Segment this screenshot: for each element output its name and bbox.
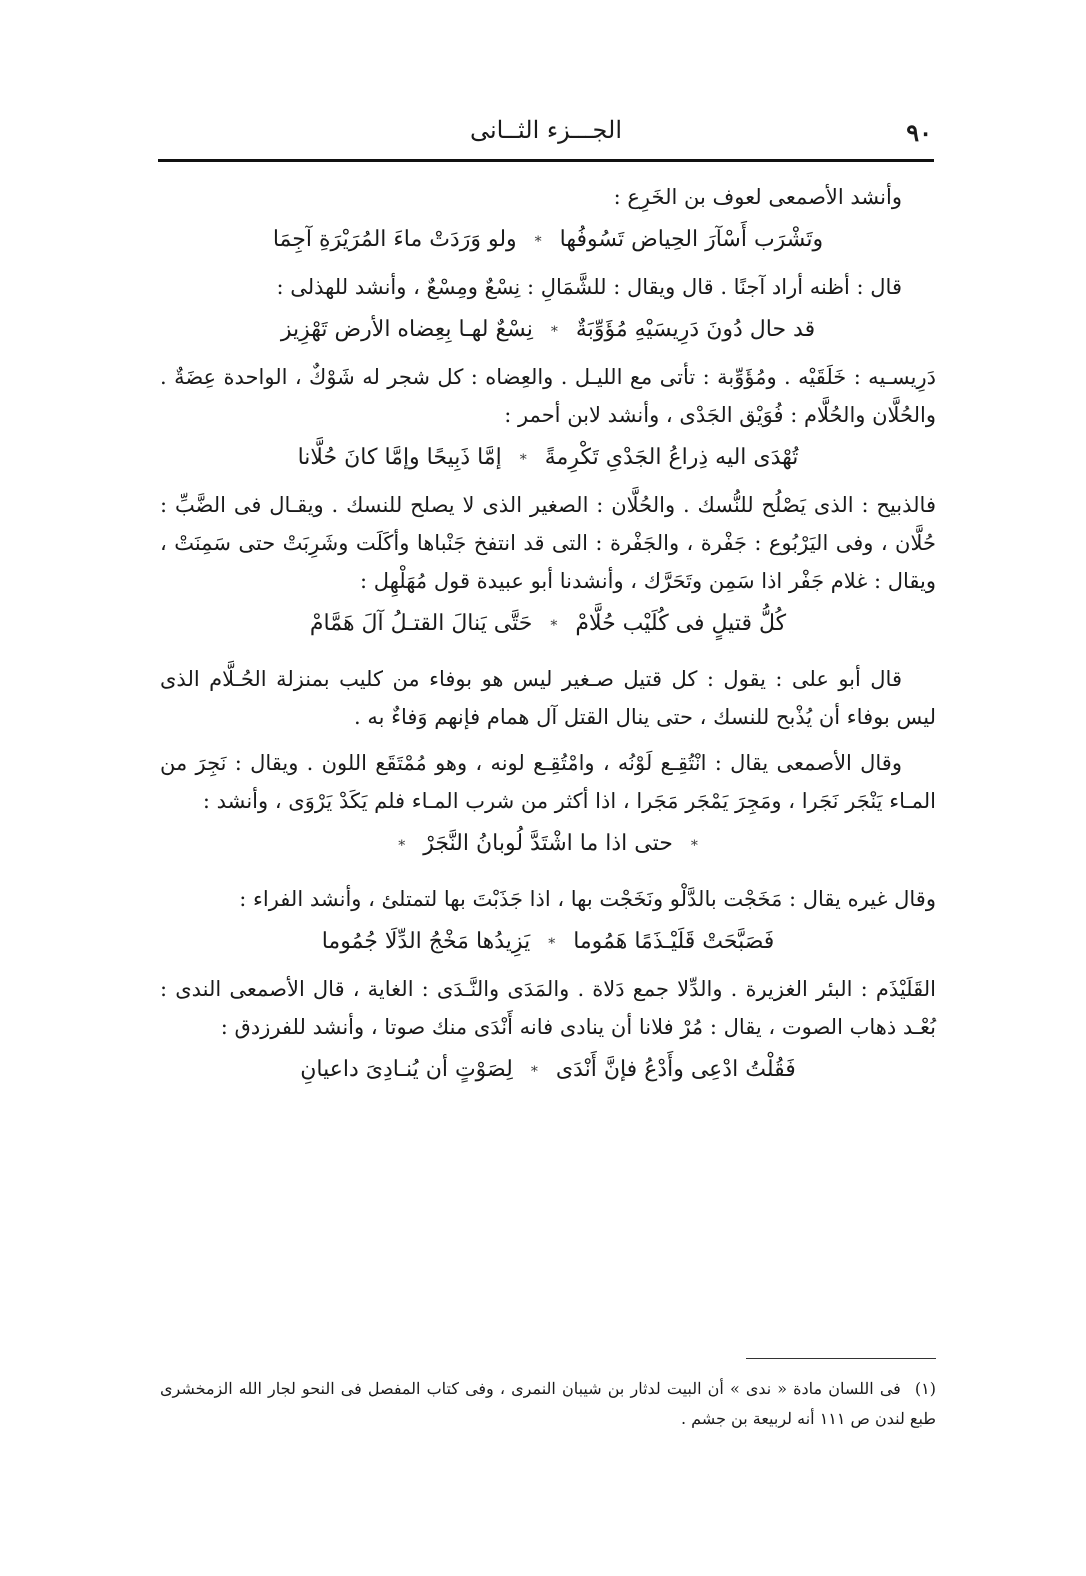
verse-first-hemistich: تُهْدَى اليه ذِراعُ الجَدْىِ تَكْرِمةً — [544, 445, 799, 470]
paragraph: قال أبو على : يقول : كل قتيل صـغير ليس هو بوفاء من كليب بمنزلة الحُـلَّام الذى ليس بوفاء أن يُذْبح للنسك ، حتى ينال القتل آل همام فإنهم وَفاءٌ به . — [160, 667, 936, 729]
verse-separator: * — [690, 838, 698, 854]
paragraph: وقال الأصمعى يقال : انْتُقِـع لَوْنُه ، وامْتُقِـع لونه ، وهو مُمْتَقَع اللون . ويقال : نَجِرَ من المـاء يَنْجَر نَجَرا ، ومَجِرَ يَمْجَر مَجَرا ، اذا أكثر من شرب المـاء فلم يَكَدْ يَرْوَى ، وأنشد : — [160, 751, 936, 813]
verse-first-hemistich: قد حال دُونَ دَرِيسَيْهِ مُؤَوِّبَةٌ — [575, 317, 816, 342]
verse-line — [160, 922, 936, 964]
verse-second-hemistich: نِسْعٌ لهـا بِعِضاه الأرض تَهْزِيز — [280, 317, 533, 342]
verse-separator: * — [530, 1064, 538, 1080]
verse-separator: * — [534, 234, 542, 250]
verse-separator: * — [548, 936, 556, 952]
page-header — [160, 112, 932, 156]
verse-line — [160, 310, 936, 352]
verse-line — [160, 220, 936, 262]
paragraph: قال : أظنه أراد آجنًا . قال ويقال : للشَّمَالِ : نِسْعٌ ومِسْعٌ ، وأنشد للهذلى : — [276, 275, 902, 299]
verse-separator: * — [519, 452, 527, 468]
spacer — [160, 736, 936, 744]
paragraph: فالذبيح : الذى يَصْلُح للنُّسك . والحُلَّان : الصغير الذى لا يصلح للنسك . ويقـال فى الضَّبِّ : حُلَّان ، وفى اليَرْبُوع : جَفْرة ، والجَفْرة : التى قد انتفخ جَنْباها وأكَلَت وشَرِبَتْ حتى سَمِنَتْ ، ويقال : غلام جَفْر اذا سَمِن وتَحَرَّك ، وأنشدنا أبو عبيدة قول مُهَلْهِل : — [160, 493, 936, 593]
page-number: ٩٠ — [906, 118, 932, 147]
spacer — [160, 652, 936, 660]
verse-line — [160, 1050, 936, 1092]
paragraph: وقال غيره يقال : مَخَجْت بالدَّلْو ونَخَجْت بها ، اذا جَذَبْتَ بها لتمتلئ ، وأنشد الفراء : — [239, 887, 936, 911]
paragraph: وأنشد الأصمعى لعوف بن الخَرِع : — [613, 185, 902, 209]
verse-second-hemistich: حَتَّى يَنالَ القتـلُ آلَ هَمَّامْ — [309, 611, 533, 636]
verse-first-hemistich: فَقُلْتُ ادْعِى وأَدْعُ فإنَّ أَنْدَى — [555, 1057, 796, 1082]
header-rule — [158, 159, 934, 162]
verse-second-hemistich: ولو وَرَدَتْ ماءَ المُرَيْرَةِ آجِمَا — [272, 227, 517, 252]
paragraph: دَرِيسـيه : خَلَقَيْه . ومُؤَوِّبة : تأتى مع الليـل . والعِضاه : كل شجر له شَوْكٌ ، الواحدة عِضَةٌ . والحُلَّان والحُلَّام : فُوَيْق الجَدْى ، وأنشد لابن أحمر : — [160, 365, 936, 427]
verse-first-hemistich: وتَشْرَب أَسْآرَ الحِياض تَسُوفُها — [559, 227, 824, 252]
paragraph: القَلَيْذَم : البئر الغزيرة . والدِّلا جمع دَلاة . والمَدَى والنَّـدَى : الغاية ، قال الأصمعى الندى : بُعْـد ذهاب الصوت ، يقال : مُرْ فلانا أن ينادى فانه أَنْدَى منك صوتا ، وأنشد للفرزدق : — [160, 977, 936, 1039]
verse-separator: * — [550, 324, 558, 340]
verse-second-hemistich: إمَّا ذَبِيحًا وإمَّا كانَ حُلَّانا — [297, 445, 502, 470]
verse-line — [160, 824, 936, 866]
footnote-marker: (١) — [914, 1379, 936, 1398]
main-text — [160, 178, 936, 1098]
verse-second-hemistich: يَزِيدُها مَخْجُ الدِّلَا جُمُوما — [321, 929, 531, 954]
verse-line — [160, 438, 936, 480]
footnote — [160, 1374, 936, 1434]
verse-first-hemistich: كُلُّ قتيلٍ فى كُلَيْب حُلَّامْ — [575, 611, 787, 636]
footnote-rule — [746, 1358, 936, 1359]
verse-line — [160, 604, 936, 646]
spacer — [160, 872, 936, 880]
verse-separator: * — [398, 838, 406, 854]
verse-second-hemistich: لِصَوْتٍ أن يُنـادِىَ داعيانِ — [300, 1057, 513, 1082]
verse-hemistich: حتى اذا ما اشْتَدَّ لُوبانُ النَّجَرْ — [423, 831, 673, 856]
running-title: الجـــزء الثــانى — [469, 116, 622, 144]
footnote-text: فى اللسان مادة « ندى » أن البيت لدثار بن شيبان النمرى ، وفى كتاب المفصل فى النحو لجار الله الزمخشرى طبع لندن ص ١١١ أنه لربيعة بن جشم . — [160, 1379, 936, 1428]
verse-separator: * — [550, 618, 558, 634]
verse-first-hemistich: فَصَبَّحَتْ قَلَيْـذَمًا هَمُوما — [573, 929, 775, 954]
